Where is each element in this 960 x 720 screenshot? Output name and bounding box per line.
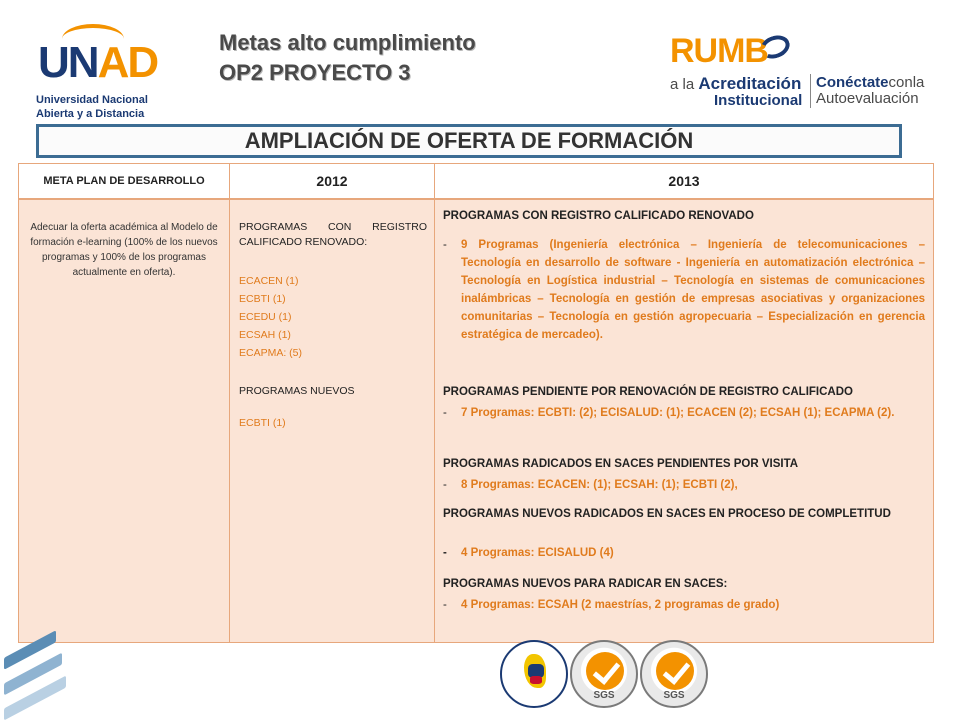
header-meta: META PLAN DE DESARROLLO — [19, 164, 230, 200]
list-item: - 9 Programas (Ingeniería electrónica – Ingeniería de telecomunicaciones – Tecnología en desarrollo de software - Ingeniería en automatización electrónica – Tecnología en Logística industrial – Tecnología en sistemas de comunicaciones inalámbricas – Tecnología en gestión de empresas asociativas y organizaciones comunitarias – Tecnología en gestión agropecuaria – Especialización en gerencia estratégica de mercadeo). — [443, 236, 925, 344]
colombia-map-icon — [530, 676, 542, 684]
rumbo-logo-right1: Conéctateconla — [816, 74, 925, 91]
meta-cell — [19, 200, 230, 642]
label-new-2012: PROGRAMAS NUEVOS — [239, 385, 355, 397]
sgs-certification-seal — [640, 640, 708, 708]
list-item: - 4 Programas: ECISALUD (4) — [443, 544, 925, 562]
rumbo-logo-word: RUMB — [670, 32, 768, 70]
bullet-dash: - — [443, 239, 447, 251]
list-item: ECSAH (1) — [239, 329, 291, 341]
slide-title-line1: Metas alto cumplimiento — [219, 30, 476, 55]
sgs-label: SGS — [593, 690, 615, 701]
section-banner: AMPLIACIÓN DE OFERTA DE FORMACIÓN — [36, 124, 902, 158]
cell-2012 — [230, 200, 435, 642]
rumbo-logo-divider — [810, 74, 811, 108]
unad-logo-line2: Abierta y a Distancia — [36, 108, 145, 120]
rumbo-logo-line1: a la Acreditación — [670, 74, 802, 93]
goals-table — [18, 163, 934, 643]
sgs-label: SGS — [663, 690, 685, 701]
section-heading: PROGRAMAS PENDIENTE POR RENOVACIÓN DE REGISTRO CALIFICADO — [443, 386, 853, 398]
list-item: - 4 Programas: ECSAH (2 maestrías, 2 programas de grado) — [443, 596, 925, 614]
list-item: ECAPMA: (5) — [239, 347, 303, 359]
list-item: - 8 Programas: ECACEN: (1); ECSAH: (1); ECBTI (2), — [443, 476, 925, 494]
header-2013: 2013 — [435, 164, 933, 200]
meta-text: Adecuar la oferta académica al Modelo de formación e-learning (100% de los nuevos programas y 100% de los programas actualmente en oferta). — [30, 222, 218, 278]
rumbo-logo-right2: Autoevaluación — [816, 90, 919, 107]
list-item: ECBTI (1) — [239, 417, 286, 429]
section-heading: PROGRAMAS CON REGISTRO CALIFICADO RENOVADO — [443, 210, 754, 222]
bullet-dash: - — [443, 547, 447, 559]
section-heading: PROGRAMAS NUEVOS PARA RADICAR EN SACES: — [443, 578, 728, 590]
bullet-dash: - — [443, 599, 447, 611]
header-2012: 2012 — [230, 164, 435, 200]
list-item: ECBTI (1) — [239, 293, 286, 305]
cell-2013 — [435, 200, 933, 642]
rumbo-logo-line2: Institucional — [714, 92, 803, 109]
section-heading: PROGRAMAS RADICADOS EN SACES PENDIENTES POR VISITA — [443, 458, 799, 470]
bullet-dash: - — [443, 407, 447, 419]
sgs-certification-seal — [570, 640, 638, 708]
unad-logo-line1: Universidad Nacional — [36, 94, 148, 106]
label-renovated-2012: PROGRAMAS CON REGISTRO CALIFICADO RENOVADO: — [239, 221, 427, 248]
list-item: ECEDU (1) — [239, 311, 292, 323]
slide-title-line2: OP2 PROYECTO 3 — [219, 60, 411, 85]
bullet-dash: - — [443, 479, 447, 491]
list-item: - 7 Programas: ECBTI: (2); ECISALUD: (1); ECACEN (2); ECSAH (1); ECAPMA (2). — [443, 404, 925, 422]
rumbo-logo — [668, 30, 938, 110]
colombia-certification-seal — [500, 640, 568, 708]
section-heading: PROGRAMAS NUEVOS RADICADOS EN SACES EN PROCESO DE COMPLETITUD — [443, 508, 891, 520]
checkmark-icon — [656, 652, 694, 690]
unad-logo — [34, 18, 164, 118]
corner-stripes-logo — [0, 638, 70, 720]
list-item: ECACEN (1) — [239, 275, 299, 287]
unad-logo-word: UNAD — [38, 38, 158, 87]
checkmark-icon — [586, 652, 624, 690]
